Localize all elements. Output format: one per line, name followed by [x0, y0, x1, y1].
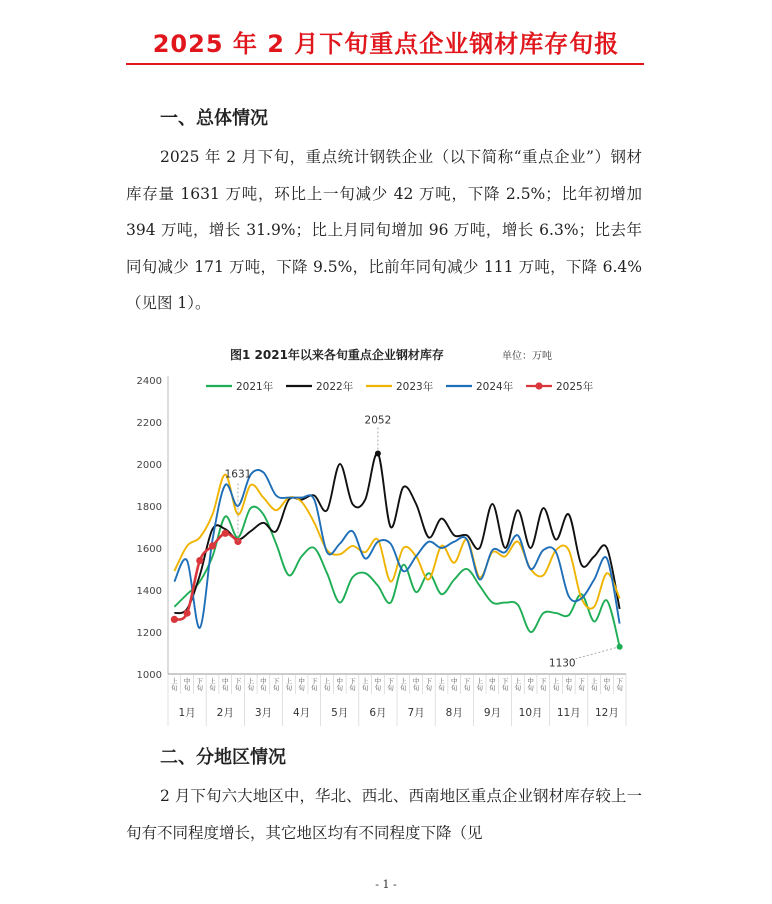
x-tick-label-dekad: 下旬 [425, 677, 433, 692]
x-tick-label-dekad: 下旬 [387, 677, 394, 692]
x-tick-label-month: 8月 [445, 707, 463, 719]
x-tick-label-dekad: 中旬 [222, 677, 229, 692]
section1-heading: 一、总体情况 [160, 108, 268, 129]
annotation-leader [576, 647, 620, 659]
series-point-2025年 [196, 557, 203, 564]
annotation-label: 2052 [364, 414, 392, 427]
section1-text: 2025 年 2 月下旬，重点统计钢铁企业（以下简称“重点企业”）钢材库存量 1631 万吨，环比上一旬减少 42 万吨，下降 2.5%；比年初增加 394 万吨，增长 31.9%；比上月同旬增加 96 万吨，增长 6.3%；比去年同旬减少 171 万吨，下降 9.5%，比前年同旬减少 111 万吨，下降 6.4%（见图 1）。 [126, 148, 642, 312]
document-title: 2025 年 2 月下旬重点企业钢材库存旬报 [152, 30, 620, 58]
x-tick-label-dekad: 上旬 [590, 677, 598, 692]
x-tick-label-month: 4月 [292, 707, 311, 719]
section1-paragraph [126, 139, 642, 322]
x-tick-label-month: 2月 [216, 707, 234, 719]
x-tick-label-dekad: 中旬 [603, 677, 611, 692]
y-tick-label: 1800 [136, 502, 162, 513]
x-tick-label-dekad: 中旬 [183, 677, 191, 692]
series-line-2021年 [174, 507, 619, 647]
x-tick-label-dekad: 下旬 [578, 677, 585, 692]
x-tick-label-dekad: 下旬 [501, 677, 509, 692]
x-tick-label-dekad: 下旬 [311, 677, 318, 692]
page-number: - 1 - [375, 878, 397, 891]
x-tick-label-dekad: 上旬 [209, 677, 216, 692]
x-tick-label-dekad: 上旬 [438, 677, 445, 692]
x-tick-label-dekad: 上旬 [400, 677, 407, 692]
y-tick-label: 2200 [136, 418, 162, 429]
x-tick-label-dekad: 下旬 [196, 677, 204, 692]
annotation-point [617, 644, 623, 650]
x-tick-label-dekad: 上旬 [285, 677, 293, 692]
x-tick-label-month: 7月 [407, 707, 425, 719]
inventory-chart [126, 340, 646, 732]
x-tick-label-dekad: 上旬 [323, 677, 331, 692]
series-point-2025年 [171, 616, 178, 623]
x-tick-label-month: 11月 [556, 707, 581, 719]
x-tick-label-dekad: 中旬 [336, 677, 343, 692]
series-point-2025年 [222, 530, 229, 537]
x-tick-label-dekad: 上旬 [361, 677, 369, 692]
x-tick-label-dekad: 上旬 [514, 677, 522, 692]
x-tick-label-dekad: 中旬 [527, 677, 534, 692]
legend-label: 2024年 [476, 381, 514, 393]
series-point-2025年 [183, 610, 190, 617]
x-tick-label-dekad: 上旬 [476, 677, 483, 692]
x-tick-label-dekad: 中旬 [298, 677, 305, 692]
legend-label: 2023年 [396, 381, 434, 393]
series-point-2025年 [209, 542, 216, 549]
y-tick-label: 1400 [136, 586, 162, 597]
x-tick-label-dekad: 上旬 [552, 677, 560, 692]
y-tick-label: 2000 [136, 460, 162, 471]
chart-unit: 单位：万吨 [502, 351, 552, 362]
y-tick-label: 2400 [136, 376, 162, 387]
x-tick-label-dekad: 上旬 [247, 677, 254, 692]
x-tick-label-dekad: 中旬 [565, 677, 572, 692]
x-tick-label-dekad: 中旬 [489, 677, 496, 692]
x-tick-label-dekad: 下旬 [463, 677, 471, 692]
section2-heading: 二、分地区情况 [160, 747, 286, 768]
x-tick-label-month: 10月 [518, 707, 543, 719]
legend-label: 2025年 [556, 381, 594, 393]
y-tick-label: 1600 [136, 544, 162, 555]
x-tick-label-dekad: 下旬 [616, 677, 623, 692]
series-line-2024年 [174, 470, 619, 628]
x-tick-label-month: 6月 [369, 707, 387, 719]
x-tick-label-dekad: 下旬 [234, 677, 242, 692]
annotation-point [375, 451, 381, 457]
section2-text: 2 月下旬六大地区中，华北、西北、西南地区重点企业钢材库存较上一旬有不同程度增长，其它地区均有不同程度下降（见 [126, 787, 642, 842]
y-tick-label: 1200 [136, 628, 162, 639]
x-tick-label-month: 12月 [594, 707, 619, 719]
series-line-2025年 [174, 533, 238, 619]
inventory-chart-svg [126, 340, 646, 732]
y-tick-label: 1000 [136, 670, 162, 681]
x-tick-label-dekad: 中旬 [260, 677, 267, 692]
x-tick-label-month: 3月 [254, 707, 273, 719]
annotation-label: 1130 [548, 657, 576, 670]
section2-paragraph [126, 778, 642, 851]
x-tick-label-month: 9月 [483, 707, 502, 719]
x-tick-label-dekad: 下旬 [349, 677, 356, 692]
legend-label: 2021年 [236, 381, 274, 393]
x-tick-label-dekad: 下旬 [540, 677, 547, 692]
x-tick-label-dekad: 中旬 [412, 677, 420, 692]
legend-marker [535, 382, 542, 389]
x-tick-label-dekad: 中旬 [374, 677, 382, 692]
x-tick-label-dekad: 下旬 [272, 677, 280, 692]
x-tick-label-month: 1月 [178, 707, 196, 719]
x-tick-label-month: 5月 [331, 707, 349, 719]
x-tick-label-dekad: 上旬 [171, 677, 178, 692]
annotation-label: 1631 [224, 468, 252, 481]
x-tick-label-dekad: 中旬 [451, 677, 458, 692]
title-underline [126, 63, 644, 65]
legend-label: 2022年 [316, 381, 354, 393]
chart-title: 图1 2021年以来各旬重点企业钢材库存 [230, 348, 444, 362]
